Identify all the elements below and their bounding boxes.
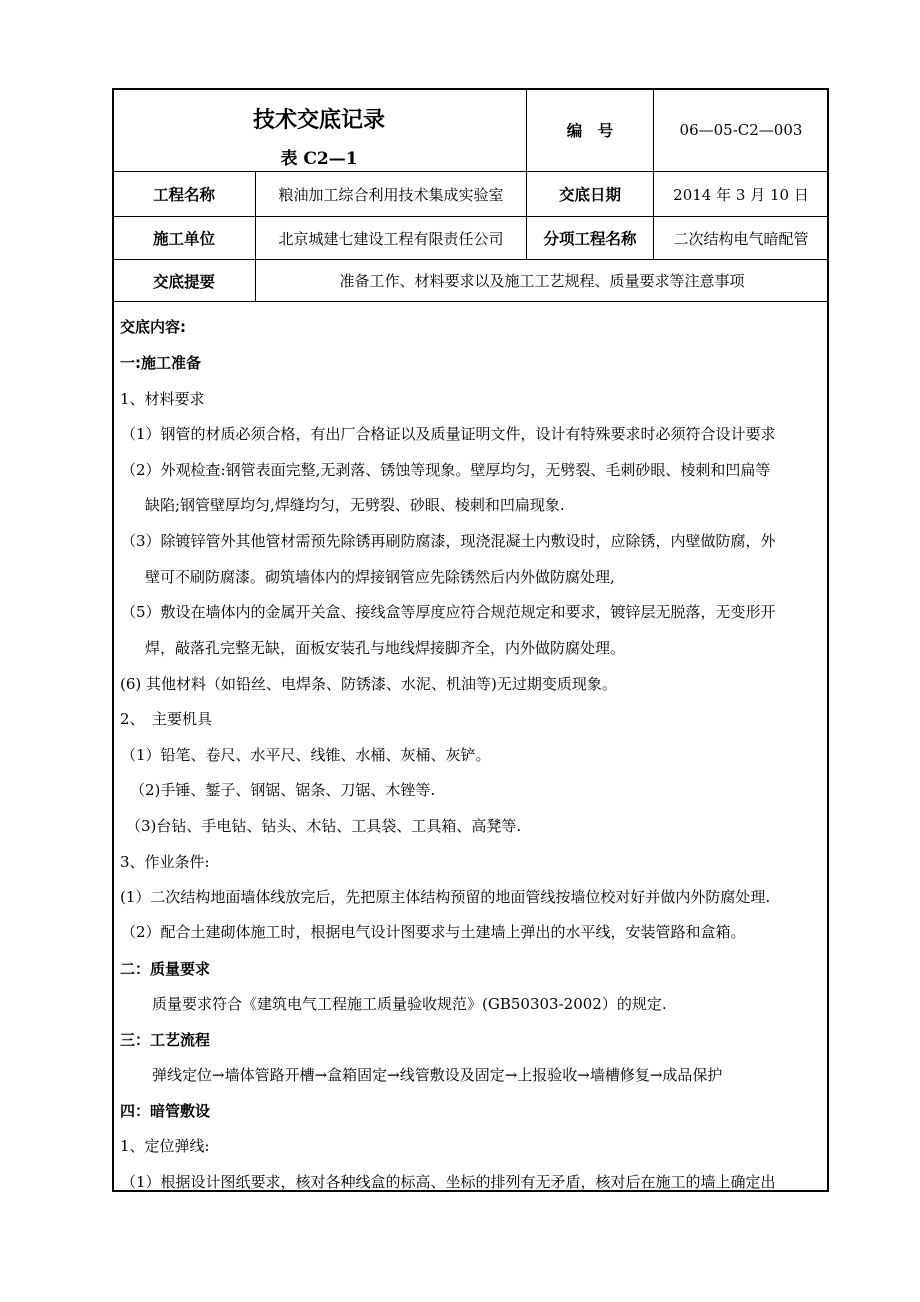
content-heading: 交底内容: [120,318,186,336]
content-line: （2）配合土建砌体施工时，根据电气设计图要求与土建墙上弹出的水平线，安装管路和盒箱。 [121,923,746,941]
content-line: （1）根据设计图纸要求，核对各种线盒的标高、坐标的排列有无矛盾，核对后在施工的墙上确定出 [121,1173,776,1191]
content-line: （1）铅笔、卷尺、水平尺、线锥、水桶、灰桶、灰铲。 [121,746,491,764]
subsection-heading: 1、材料要求 [120,390,205,408]
content-line: 壁可不刷防腐漆。砌筑墙体内的焊接钢管应先除锈然后内外做防腐处理, [145,568,615,586]
content-line: 质量要求符合《建筑电气工程施工质量验收规范》(GB50303-2002）的规定. [152,995,667,1013]
date-value: 2014 年 3 月 10 日 [673,185,809,204]
date-label: 交底日期 [558,186,621,204]
content-line: 焊，敲落孔完整无缺，面板安装孔与地线焊接脚齐全，内外做防腐处理。 [145,639,626,657]
subsection-heading: 2、 主要机具 [120,710,213,728]
subproject-label: 分项工程名称 [543,230,637,248]
code-value: 06—05-C2—003 [679,121,803,139]
content-line: （3)台钻、手电钻、钻头、木钻、工具袋、工具箱、高凳等. [126,817,522,835]
row-divider [113,301,828,302]
content-line: 弹线定位→墙体管路开槽→盒箱固定→线管敷设及固定→上报验收→墙槽修复→成品保护 [152,1066,723,1084]
section-heading: 四：暗管敷设 [120,1102,211,1120]
subsection-heading: 1、定位弹线: [120,1137,210,1155]
content-line: （1）钢管的材质必须合格，有出厂合格证以及质量证明文件，设计有特殊要求时必须符合设计要求 [121,425,776,443]
section-heading: 二：质量要求 [120,960,211,978]
project-name-label: 工程名称 [152,186,215,204]
content-line: (1）二次结构地面墙体线放完后，先把原主体结构预留的地面管线按墙位校对好并做内外防腐处理. [120,888,771,906]
content-line: (6) 其他材料（如铅丝、电焊条、防锈漆、水泥、机油等)无过期变质现象。 [120,675,617,693]
code-label: 编 号 [566,122,614,140]
contractor-value: 北京城建七建设工程有限责任公司 [278,229,504,248]
form-number: 表 C2—1 [280,149,358,169]
contractor-label: 施工单位 [152,230,215,248]
document-title: 技术交底记录 [252,108,385,133]
section-heading: 一:施工准备 [120,354,201,372]
project-name-value: 粮油加工综合利用技术集成实验室 [278,185,504,204]
section-heading: 三：工艺流程 [120,1031,211,1049]
content-line: （2)手锤、錾子、钢锯、锯条、刀锯、木锉等. [130,781,436,799]
subproject-value: 二次结构电气暗配管 [673,229,809,248]
content-line: （2）外观检查:钢管表面完整,无剥落、锈蚀等现象。壁厚均匀，无劈裂、毛刺砂眼、棱刺和凹扁等 [121,461,771,479]
content-line: （5）敷设在墙体内的金属开关盒、接线盒等厚度应符合规范规定和要求，镀锌层无脱落，无变形开 [121,603,776,621]
summary-label: 交底提要 [152,272,215,291]
subsection-heading: 3、作业条件: [120,853,210,871]
content-line: 缺陷;钢管壁厚均匀,焊缝均匀，无劈裂、砂眼、棱刺和凹扁现象. [145,496,565,514]
content-line: （3）除镀锌管外其他管材需预先除锈再刷防腐漆，现浇混凝土内敷设时，应除锈，内壁做防腐，外 [121,532,776,550]
summary-value: 准备工作、材料要求以及施工工艺规程、质量要求等注意事项 [339,272,745,290]
